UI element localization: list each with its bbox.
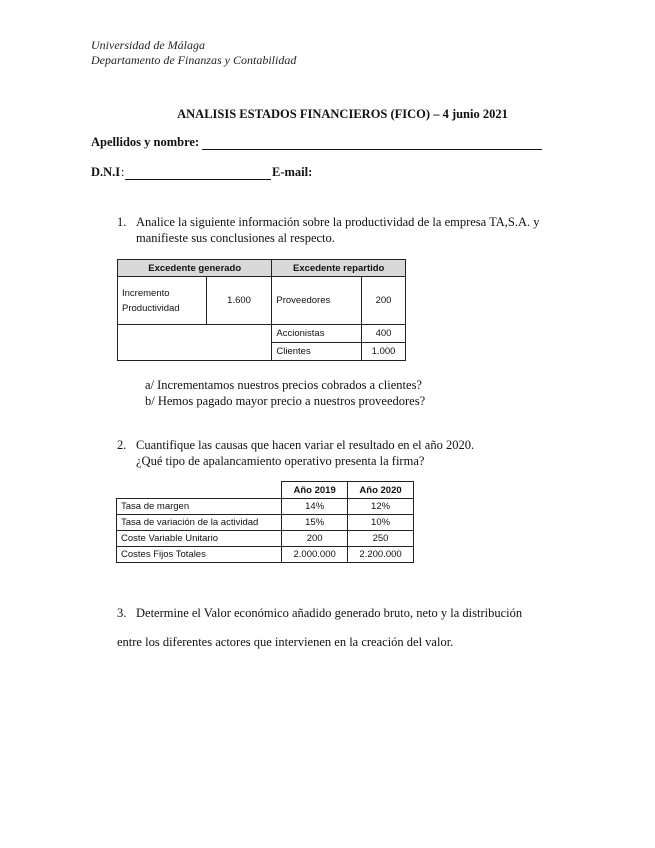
- q2-text-line2: ¿Qué tipo de apalancamiento operativo presenta la firma?: [136, 454, 425, 468]
- value-2020: 250: [348, 531, 414, 547]
- row-value: 1.000: [362, 343, 406, 361]
- department-name: Departamento de Finanzas y Contabilidad: [91, 53, 297, 67]
- header-2020: Año 2020: [348, 482, 414, 499]
- value-2020: 10%: [348, 515, 414, 531]
- header-excedente-repartido: Excedente repartido: [272, 260, 406, 277]
- value-2020: 2.200.000: [348, 547, 414, 563]
- row-value: 400: [362, 325, 406, 343]
- table-header-row: [117, 482, 414, 499]
- row-value: 200: [362, 277, 406, 325]
- row-label: Proveedores: [272, 277, 362, 325]
- dni-field[interactable]: [125, 179, 271, 180]
- name-field[interactable]: [202, 149, 542, 150]
- value-2019: 200: [282, 531, 348, 547]
- incremento-productividad-label: [118, 277, 207, 325]
- q1-number: 1.: [117, 215, 127, 229]
- row-label: Tasa de variación de la actividad: [117, 515, 282, 531]
- q2-number: 2.: [117, 438, 127, 452]
- q3-text-line1: Determine el Valor económico añadido generado bruto, neto y la distribución: [136, 606, 523, 620]
- q1-sub-a: a/ Incrementamos nuestros precios cobrados a clientes?: [145, 378, 422, 392]
- dni-label: D.N.I: [91, 165, 121, 179]
- q1-productivity-table: [117, 259, 406, 361]
- q1-sub-b: b/ Hemos pagado mayor precio a nuestros proveedores?: [145, 394, 426, 408]
- value-2020: 12%: [348, 499, 414, 515]
- value-2019: 15%: [282, 515, 348, 531]
- university-name: Universidad de Málaga: [91, 38, 205, 52]
- table-row: [117, 515, 414, 531]
- q3-number: 3.: [117, 606, 127, 620]
- row-label: Coste Variable Unitario: [117, 531, 282, 547]
- empty-cell: [118, 325, 272, 361]
- header-2019: Año 2019: [282, 482, 348, 499]
- exam-title: ANALISIS ESTADOS FINANCIEROS (FICO) – 4 junio 2021: [177, 107, 508, 121]
- header-excedente-generado: Excedente generado: [118, 260, 272, 277]
- table-row: [117, 499, 414, 515]
- table-row: [118, 277, 406, 325]
- table-row: [117, 531, 414, 547]
- row-label: Clientes: [272, 343, 362, 361]
- value-2019: 2.000.000: [282, 547, 348, 563]
- q3-text-line2: entre los diferentes actores que intervienen en la creación del valor.: [117, 635, 454, 649]
- email-label: E-mail:: [272, 165, 313, 179]
- q1-text-line1: Analice la siguiente información sobre la productividad de la empresa TA,S.A. y: [136, 215, 540, 229]
- table-row: [118, 325, 406, 343]
- table-header-row: [118, 260, 406, 277]
- q1-text-line2: manifieste sus conclusiones al respecto.: [136, 231, 335, 245]
- row-label: Costes Fijos Totales: [117, 547, 282, 563]
- incremento-label: Incremento: [122, 287, 170, 299]
- empty-corner: [117, 482, 282, 499]
- name-label: Apellidos y nombre:: [91, 135, 200, 149]
- q2-results-table: [116, 481, 414, 563]
- value-2019: 14%: [282, 499, 348, 515]
- generated-value: 1.600: [206, 277, 272, 325]
- productividad-label: Productividad: [122, 302, 180, 314]
- table-row: [117, 547, 414, 563]
- row-label: Accionistas: [272, 325, 362, 343]
- dni-colon: :: [121, 165, 125, 179]
- row-label: Tasa de margen: [117, 499, 282, 515]
- q2-text-line1: Cuantifique las causas que hacen variar el resultado en el año 2020.: [136, 438, 475, 452]
